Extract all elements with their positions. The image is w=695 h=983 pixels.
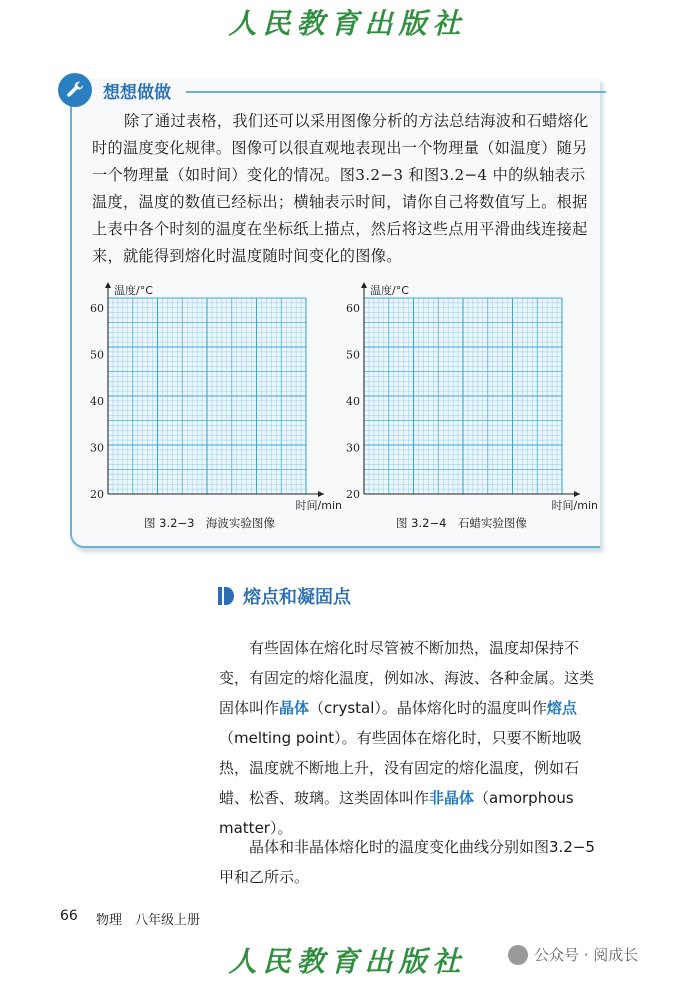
graph-paper [340, 280, 600, 512]
section-title: 熔点和凝固点 [243, 587, 351, 608]
think-divider [186, 91, 606, 93]
body-text-segment: （crystal）。晶体熔化时的温度叫作 [309, 699, 547, 717]
y-tick-label: 20 [90, 488, 104, 501]
body-paragraph-2: 晶体和非晶体熔化时的温度变化曲线分别如图3.2−5 甲和乙所示。 [219, 838, 595, 886]
page-number: 66 [60, 908, 78, 924]
x-axis-label: 时间/min [551, 499, 598, 512]
grid-lines [364, 298, 562, 494]
book-title: 物理 八年级上册 [96, 913, 201, 928]
wechat-icon [508, 945, 528, 965]
y-tick-label: 50 [346, 348, 360, 362]
y-tick-label: 40 [346, 395, 360, 408]
graph-paper-figure-shila [340, 280, 600, 516]
y-axis-arrow-icon [105, 282, 111, 288]
grid-lines [108, 298, 306, 494]
section-marker-icon [218, 587, 234, 605]
think-title: 想想做做 [103, 83, 171, 103]
figure-caption-haibo: 图 3.2−3 海波实验图像 [144, 516, 275, 530]
y-tick-label: 60 [90, 302, 104, 315]
y-axis-arrow-icon [361, 282, 367, 288]
wrench-icon [58, 73, 92, 107]
watermark-text: 公众号 · 阅成长 [534, 946, 639, 964]
publisher-logo-bottom: 人民教育出版社 [228, 945, 467, 978]
y-tick-label: 30 [346, 441, 360, 455]
term-highlight: 熔点 [546, 699, 577, 717]
body-paragraph-1 [219, 633, 607, 843]
body-text-segment: 有些固体在熔化时尽管被不断加热，温度却保持不变，有固定的熔化温度，例如冰、海波、各种金属。这类固体叫作 [219, 639, 595, 717]
y-tick-label: 20 [346, 488, 360, 501]
x-axis-arrow-icon [318, 491, 324, 497]
term-highlight: 非晶体 [429, 789, 475, 807]
x-axis-arrow-icon [574, 491, 580, 497]
figure-caption-shila: 图 3.2−4 石蜡实验图像 [396, 516, 527, 530]
think-paragraph: 除了通过表格，我们还可以采用图像分析的方法总结海波和石蜡熔化时的温度变化规律。图像可以很直观地表现出一个物理量（如温度）随另一个物理量（如时间）变化的情况。图3.2−3 和图3.2−4 中的纵轴表示温度，温度的数值已经标出；横轴表示时间，请你自己将数值写上。根据上表中各个时刻的温度在坐标纸上描点，然后将这些点用平滑曲线连接起来，就能得到熔化时温度随时间变化的图像。 [92, 112, 589, 265]
y-axis-label: 温度/°C [370, 284, 409, 297]
publisher-logo-top: 人民教育出版社 [228, 7, 467, 40]
body-text-segment: （melting point）。有些固体在熔化时，只要不断地吸热，温度就不断地上升，没有固定的熔化温度，例如石蜡、松香、玻璃。这类固体叫作 [219, 729, 582, 807]
watermark [508, 944, 638, 965]
y-tick-label: 30 [90, 441, 104, 455]
y-tick-label: 60 [346, 302, 360, 315]
y-axis-label: 温度/°C [114, 284, 153, 297]
graph-paper [84, 280, 344, 512]
y-tick-label: 40 [90, 395, 104, 408]
term-highlight: 晶体 [279, 699, 310, 717]
graph-paper-figure-haibo [84, 280, 344, 516]
body-text-segment: （amorphous matter）。 [219, 789, 574, 837]
x-axis-label: 时间/min [295, 499, 342, 512]
y-tick-label: 50 [90, 348, 104, 362]
